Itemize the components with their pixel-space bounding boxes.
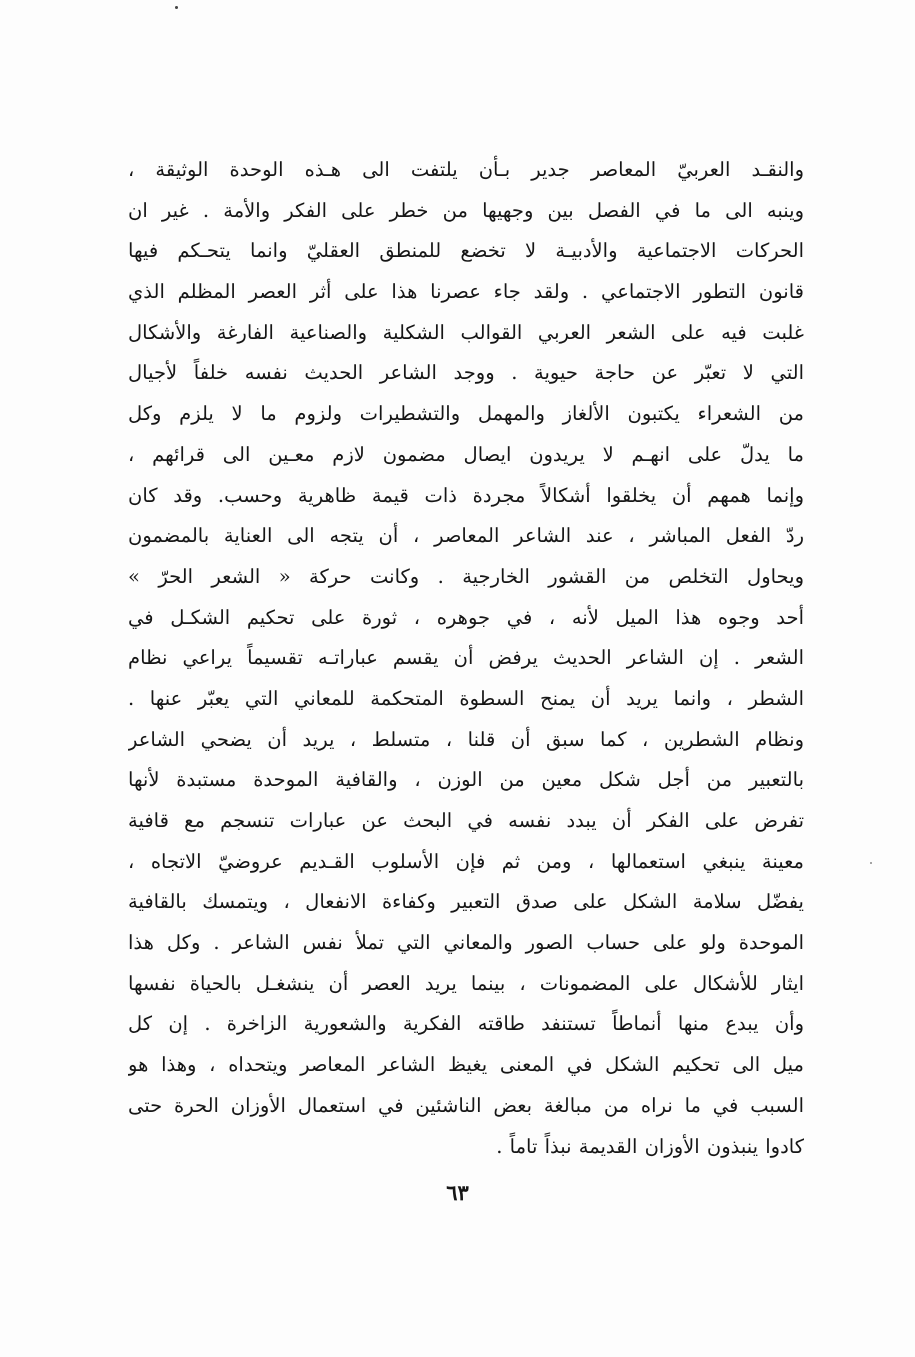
body-paragraph <box>128 150 804 1167</box>
paragraph-line: الحركات الاجتماعية والأدبيـة لا تخضع للمنطق العقليّ وانما يتحـكم فيها <box>128 239 804 263</box>
paragraph-line: كادوا ينبذون الأوزان القديمة نبذاً تاماً . <box>496 1134 804 1158</box>
paragraph-line: ردّ الفعل المباشر ، عند الشاعر المعاصر ، أن يتجه الى العناية بالمضمون <box>128 524 804 548</box>
paragraph-line: معينة ينبغي استعمالها ، ومن ثم فإن الأسلوب القـديم عروضيّ الاتجاه ، <box>128 849 804 873</box>
paragraph-line: بالتعبير من أجل شكل معين من الوزن ، والقافية الموحدة مستبدة لأنها <box>128 768 804 792</box>
scan-speck <box>870 862 872 864</box>
paragraph-line: ايثار للأشكال على المضمونات ، بينما يريد العصر أن ينشغـل بالحياة نفسها <box>128 971 804 995</box>
paragraph-line: الشعر . إن الشاعر الحديث يرفض أن يقسم عباراتـه تقسيماً يراعي نظام <box>128 646 804 670</box>
paragraph-line: أحد وجوه هذا الميل لأنه ، في جوهره ، ثورة على تحكيم الشكـل في <box>128 605 804 629</box>
page-number: ٦٣ <box>446 1180 469 1205</box>
paragraph-line: ونظام الشطرين ، كما سبق أن قلنا ، متسلط ، يريد أن يضحي الشاعر <box>128 727 804 751</box>
paragraph-line: والنقـد العربيّ المعاصر جدير بـأن يلتفت الى هـذه الوحدة الوثيقة ، <box>128 158 804 181</box>
paragraph-line: ويحاول التخلص من القشور الخارجية . وكانت حركة « الشعر الحرّ » <box>128 564 804 588</box>
paragraph-line: يفضّل سلامة الشكل على صدق التعبير وكفاءة الانفعال ، ويتمسك بالقافية <box>128 890 804 914</box>
paragraph-line: وينبه الى ما في الفصل بين وجهيها من خطر على الفكر والأمة . غير ان <box>128 198 804 222</box>
paragraph-line: ما يدلّ على انهـم لا يريدون ايصال مضمون لازم معـين الى قرائهم ، <box>128 442 804 466</box>
paragraph-line: من الشعراء يكتبون الألغاز والمهمل والتشطيرات ولزوم ما لا يلزم وكل <box>128 402 804 426</box>
paragraph-line: وأن يبدع منها أنماطاً تستنفد طاقته الفكرية والشعورية الزاخرة . إن كل <box>128 1012 804 1036</box>
paragraph-line: غلبت فيه على الشعر العربي القوالب الشكلية والصناعية الفارغة والأشكال <box>128 320 804 344</box>
paragraph-line: الشطر ، وانما يريد أن يمنح السطوة المتحكمة للمعاني التي يعبّر عنها . <box>128 686 804 710</box>
paragraph-line: قانون التطور الاجتماعي . ولقد جاء عصرنا هذا على أثر العصر المظلم الذي <box>128 280 804 304</box>
paragraph-line: الموحدة ولو على حساب الصور والمعاني التي تملأ نفس الشاعر . وكل هذا <box>128 931 804 955</box>
paragraph-line: وإنما همهم أن يخلقوا أشكالاً مجردة ذات قيمة ظاهرية وحسب. وقد كان <box>128 483 804 507</box>
paragraph-line: التي لا تعبّر عن حاجة حيوية . ووجد الشاعر الحديث نفسه خلفاً لأجيال <box>128 361 804 385</box>
paragraph-line: ميل الى تحكيم الشكل في المعنى يغيظ الشاعر المعاصر ويتحداه ، وهذا هو <box>128 1053 804 1077</box>
scan-speck <box>175 6 178 9</box>
paragraph-line: السبب في ما نراه من مبالغة بعض الناشئين في استعمال الأوزان الحرة حتى <box>128 1093 804 1117</box>
paragraph-line: تفرض على الفكر أن يبدد نفسه في البحث عن عبارات تنسجم مع قافية <box>128 809 804 832</box>
